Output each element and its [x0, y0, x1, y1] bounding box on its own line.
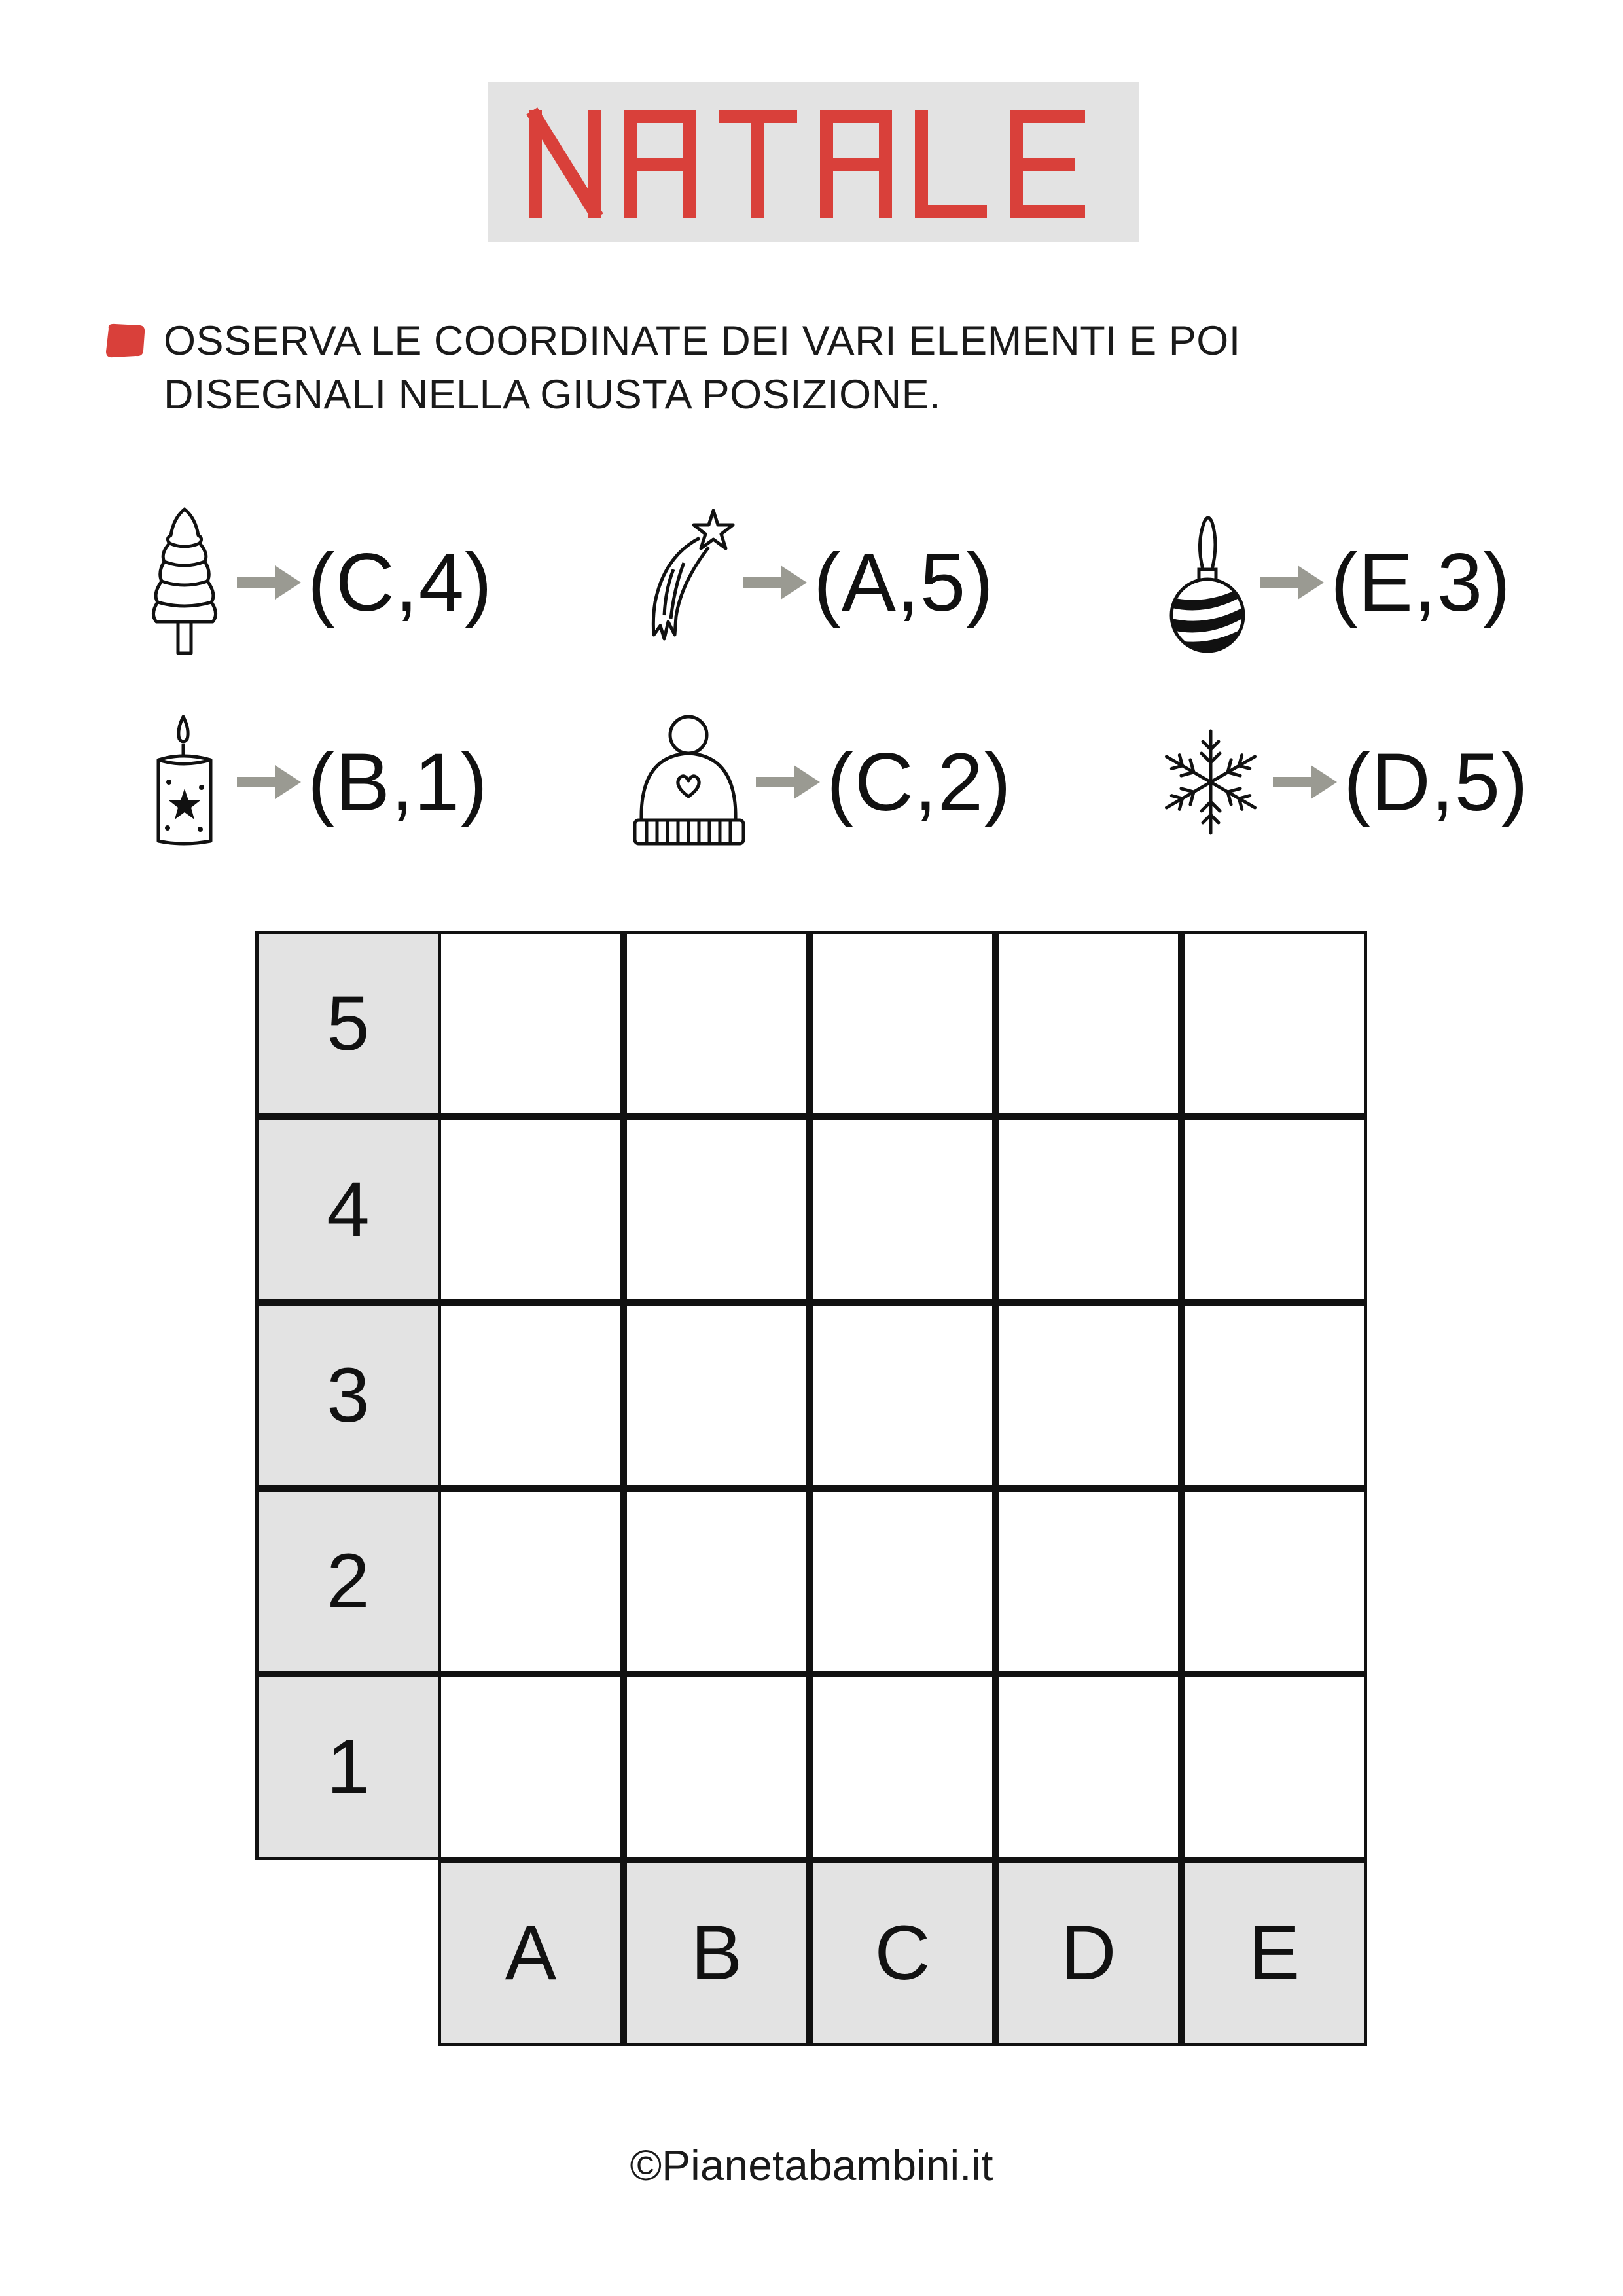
title-box — [488, 82, 1139, 242]
grid-cell[interactable] — [438, 931, 624, 1117]
arrow-icon — [1273, 762, 1338, 802]
coordinate-label: (E,3) — [1330, 537, 1511, 628]
grid-cell[interactable] — [624, 1302, 810, 1488]
coordinate-label: (C,2) — [827, 736, 1012, 828]
winter-hat-icon — [628, 710, 749, 854]
grid-cell[interactable] — [1181, 931, 1367, 1117]
page-title — [526, 107, 1101, 218]
grid-cell[interactable] — [995, 1117, 1181, 1302]
coordinate-label: (C,4) — [308, 537, 493, 628]
footer-credit: ©Pianetabambini.it — [630, 2141, 993, 2189]
column-label: A — [438, 1860, 624, 2046]
grid-cell[interactable] — [1181, 1117, 1367, 1302]
column-label: C — [810, 1860, 995, 2046]
christmas-ornament-icon — [1165, 504, 1250, 661]
grid-cell[interactable] — [995, 1674, 1181, 1860]
candle-icon — [145, 710, 224, 854]
arrow-icon — [237, 563, 302, 602]
grid-cell[interactable] — [810, 931, 995, 1117]
grid-cell[interactable] — [1181, 1302, 1367, 1488]
row-label: 4 — [255, 1117, 441, 1302]
item-christmas-ornament — [1162, 501, 1511, 664]
grid-cell[interactable] — [624, 1488, 810, 1674]
coordinate-label: (D,5) — [1344, 736, 1529, 828]
row-label: 3 — [255, 1302, 441, 1488]
grid-cell[interactable] — [1181, 1674, 1367, 1860]
arrow-icon — [743, 563, 808, 602]
row-label: 2 — [255, 1488, 441, 1674]
row-label: 1 — [255, 1674, 441, 1860]
grid-cell[interactable] — [624, 931, 810, 1117]
grid-cell[interactable] — [810, 1117, 995, 1302]
item-shooting-star — [645, 501, 994, 664]
christmas-tree-icon — [142, 504, 227, 661]
item-snowflake — [1155, 700, 1529, 864]
grid-cell[interactable] — [438, 1674, 624, 1860]
grid-cell[interactable] — [438, 1488, 624, 1674]
shooting-star-icon — [645, 504, 736, 661]
instruction-line-2: DISEGNALI NELLA GIUSTA POSIZIONE. — [164, 372, 942, 418]
grid-cell[interactable] — [624, 1117, 810, 1302]
grid-cell[interactable] — [995, 1302, 1181, 1488]
column-label: D — [995, 1860, 1181, 2046]
instruction-text — [164, 314, 1407, 422]
grid-cell[interactable] — [438, 1117, 624, 1302]
coordinate-label: (A,5) — [813, 537, 994, 628]
item-christmas-tree — [139, 501, 493, 664]
column-label: E — [1181, 1860, 1367, 2046]
snowflake-icon — [1155, 726, 1266, 838]
arrow-icon — [1260, 563, 1325, 602]
grid-cell[interactable] — [810, 1674, 995, 1860]
instruction-line-1: OSSERVA LE COORDINATE DEI VARI ELEMENTI E POI — [164, 318, 1241, 364]
column-label: B — [624, 1860, 810, 2046]
arrow-icon — [237, 762, 302, 802]
arrow-icon — [756, 762, 821, 802]
item-winter-hat — [628, 700, 1012, 864]
bullet-icon — [103, 322, 147, 359]
grid-cell[interactable] — [995, 931, 1181, 1117]
row-label: 5 — [255, 931, 441, 1117]
grid-cell[interactable] — [1181, 1488, 1367, 1674]
coordinate-label: (B,1) — [308, 736, 488, 828]
grid-cell[interactable] — [624, 1674, 810, 1860]
grid-cell[interactable] — [995, 1488, 1181, 1674]
grid-cell[interactable] — [438, 1302, 624, 1488]
grid-cell[interactable] — [810, 1302, 995, 1488]
item-candle — [139, 700, 488, 864]
grid-cell[interactable] — [810, 1488, 995, 1674]
